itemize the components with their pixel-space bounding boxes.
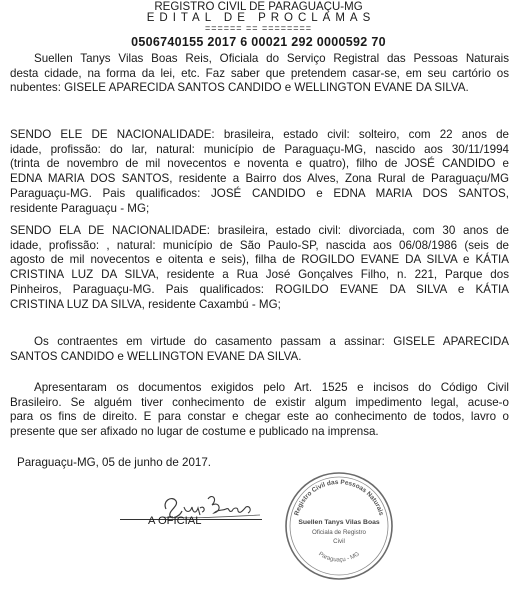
edital-subtitle: EDITAL DE PROCLAMAS (146, 12, 376, 24)
paragraph-line: SENDO ELE DE NACIONALIDADE: brasileira, estado civil: solteiro, com 22 anos de (10, 128, 509, 141)
registration-code: 0506740155 2017 6 00021 292 0000592 70 (131, 35, 386, 49)
paragraph-line: nubentes: GISELE APARECIDA SANTOS CANDIDO e WELLINGTON EVANE DA SILVA. (10, 81, 469, 95)
stamp-arc-bottom: Paraguaçu - MG (317, 551, 361, 564)
paragraph-line: EDNA MARIA DOS SANTOS, residente a Bairro dos Alves, Zona Rural de Paraguaçu/MG (10, 172, 509, 186)
official-stamp (283, 469, 395, 583)
paragraph-line: Suellen Tanys Vilas Boas Reis, Oficiala do Serviço Registral das Pessoas Naturais (34, 52, 509, 65)
paragraph-line: Apresentaram os documentos exigidos pelo Art. 1525 e incisos do Código Civil (34, 381, 509, 394)
paragraph-line: presente que ser afixado no lugar de costume e publicado na imprensa. (10, 425, 379, 439)
stamp-name: Suellen Tanys Vilas Boas (298, 519, 380, 526)
paragraph-line: idade, profissão: , natural: município de São Paulo-SP, nascida aos 06/08/1986 (seis de (10, 238, 509, 252)
signing-names-paragraph (10, 335, 509, 364)
paragraph-line: Pinheiros, Paraguaçu-MG. Pais qualificados: ROGILDO EVANE DA SILVA e KÁTIA (10, 282, 509, 296)
paragraph-line: CRISTINA LUZ DA SILVA, residente a Rua José Gonçalves Filho, n. 221, Parque dos (10, 268, 509, 282)
registry-title: REGISTRO CIVIL DE PARAGUAÇU-MG (154, 1, 363, 13)
bride-paragraph (10, 224, 509, 312)
paragraph-line: idade, profissão: do lar, natural: município de Paraguaçu-MG, nascido aos 30/11/1994 (10, 142, 509, 156)
documents-paragraph (10, 381, 509, 440)
official-label: A OFICIAL (148, 515, 202, 527)
paragraph-line: agosto de mil novecentos e oitenta e seis), filha de ROGILDO EVANE DA SILVA e KÁTIA (10, 253, 509, 267)
stamp-role-line-1: Oficiala de Registro (312, 529, 366, 536)
paragraph-line: Brasileiro. Se alguém tiver conhecimento de existir algum impedimento legal, acuse-o (10, 395, 509, 409)
svg-text:Paraguaçu - MG (317, 551, 361, 563)
intro-paragraph (10, 52, 509, 96)
paragraph-line: SANTOS CANDIDO e WELLINGTON EVANE DA SILVA. (10, 349, 302, 363)
paragraph-line: (trinta de novembro de mil novecentos e noventa e quatro), filho de JOSÉ CANDIDO e (10, 157, 509, 171)
stamp-role-line-2: Civil (333, 538, 345, 545)
paragraph-line: SENDO ELA DE NACIONALIDADE: brasileira, estado civil: divorciada, com 30 anos de (10, 224, 509, 237)
paragraph-line: CRISTINA LUZ DA SILVA, residente Caxambú - MG; (10, 297, 281, 311)
paragraph-line: desta cidade, na forma da lei, etc. Faz saber que pretendem casar-se, em seu cartório os (10, 66, 509, 80)
paragraph-line: Os contraentes em virtude do casamento passam a assinar: GISELE APARECIDA (34, 335, 509, 348)
paragraph-line: para os fins de direito. E para constar e chegar este ao conhecimento de todos, lavro o (10, 410, 509, 424)
groom-paragraph (10, 128, 509, 216)
paragraph-line: Paraguaçu-MG. Pais qualificados: JOSÉ CANDIDO e EDNA MARIA DOS SANTOS, (10, 186, 509, 200)
subtitle-underline: ====== == ======== (204, 23, 313, 33)
stamp-arc-top: Registro Civil das Pessoas Naturais (293, 478, 385, 517)
place-and-date: Paraguaçu-MG, 05 de junho de 2017. (17, 456, 212, 469)
paragraph-line: residente Paraguaçu - MG; (10, 201, 150, 215)
